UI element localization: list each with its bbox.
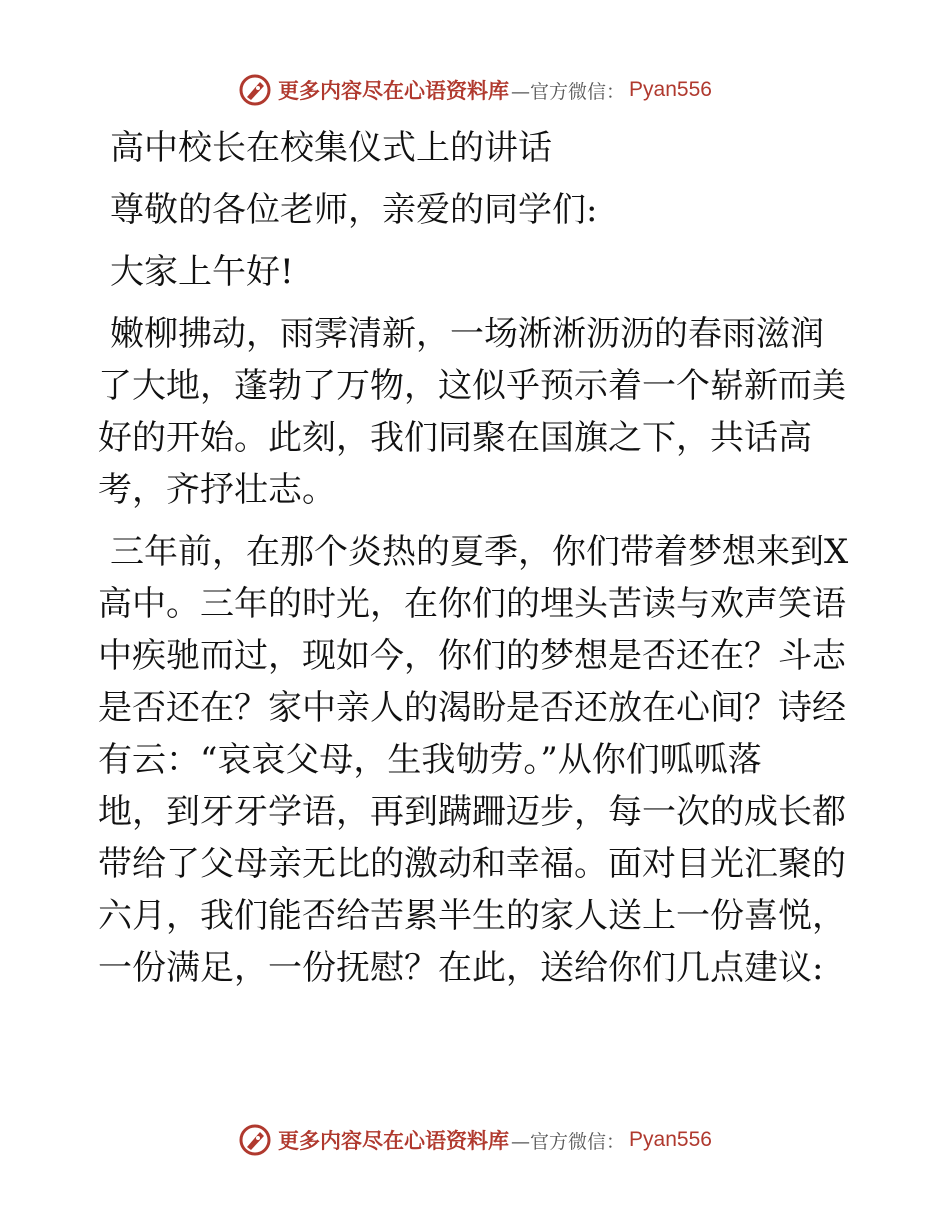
paragraph-line: 中疾驰而过，现如今，你们的梦想是否还在？斗志 <box>98 636 846 676</box>
pen-nib-circle-icon <box>238 1123 272 1157</box>
paragraph-line: 考，齐抒壮志。 <box>98 470 336 510</box>
paragraph-line: 六月，我们能否给苦累半生的家人送上一份喜悦， <box>98 896 846 936</box>
watermark-wechat-id: Pyan556 <box>629 1128 712 1151</box>
paragraph-line: 一份满足，一份抚慰？在此，送给你们几点建议: <box>98 948 824 988</box>
paragraph-line: 高中。三年的时光，在你们的埋头苦读与欢声笑语 <box>98 584 846 624</box>
salutation: 尊敬的各位老师，亲爱的同学们: <box>110 190 598 230</box>
watermark-brand: 更多内容尽在心语资料库 <box>278 78 510 103</box>
watermark-official-label: —官方微信： <box>511 80 626 103</box>
paragraph-line: 嫩柳拂动，雨霁清新，一场淅淅沥沥的春雨滋润 <box>110 314 824 354</box>
pen-nib-circle-icon <box>238 73 272 107</box>
paragraph-line: 有云：“哀哀父母，生我劬劳。”从你们呱呱落 <box>98 740 762 780</box>
paragraph-line: 好的开始。此刻，我们同聚在国旗之下，共话高 <box>98 418 812 458</box>
watermark-wechat-id: Pyan556 <box>629 78 712 101</box>
watermark-header <box>0 70 950 110</box>
paragraph-line: 地，到牙牙学语，再到蹒跚迈步，每一次的成长都 <box>98 792 846 832</box>
watermark-brand: 更多内容尽在心语资料库 <box>278 1128 510 1153</box>
watermark-official-label: —官方微信： <box>511 1130 626 1153</box>
paragraph-1 <box>98 308 858 516</box>
paragraph-2 <box>98 526 858 994</box>
watermark-footer <box>0 1120 950 1160</box>
document-title: 高中校长在校集仪式上的讲话 <box>110 128 552 168</box>
paragraph-line: 带给了父母亲无比的激动和幸福。面对目光汇聚的 <box>98 844 846 884</box>
paragraph-line: 了大地，蓬勃了万物，这似乎预示着一个崭新而美 <box>98 366 846 406</box>
paragraph-line: 是否还在？家中亲人的渴盼是否还放在心间？诗经 <box>98 688 846 728</box>
document-body <box>98 122 858 994</box>
greeting: 大家上午好! <box>110 252 294 292</box>
paragraph-line: 三年前，在那个炎热的夏季，你们带着梦想来到X <box>110 532 849 572</box>
